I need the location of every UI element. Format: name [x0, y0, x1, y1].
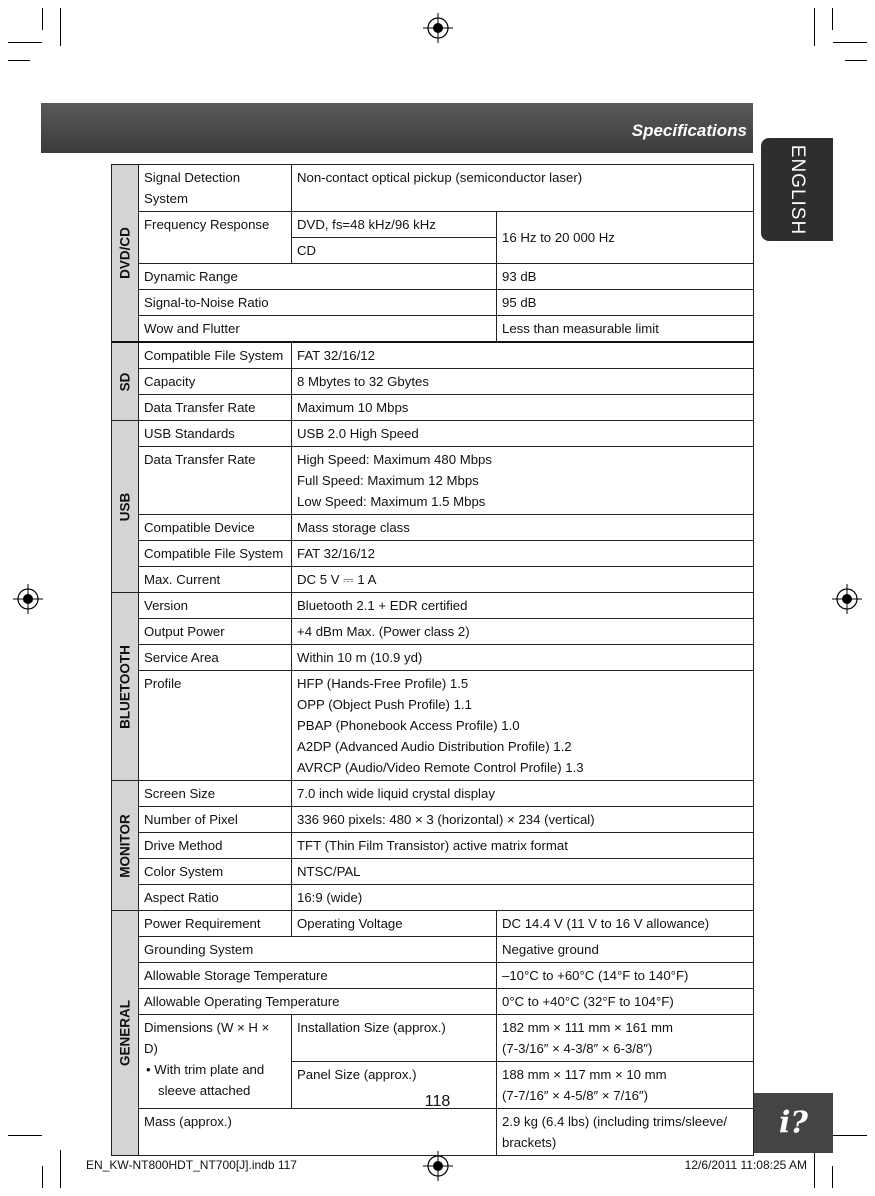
crop-mark: [832, 8, 833, 30]
spec-value: [292, 671, 754, 781]
table-row: [112, 342, 754, 369]
section-label: MONITOR: [117, 813, 133, 878]
spec-item: Data Transfer Rate: [139, 447, 292, 515]
table-row: [112, 369, 754, 395]
spec-value: FAT 32/16/12: [292, 541, 754, 567]
table-row: [112, 885, 754, 911]
spec-item: Signal Detection System: [139, 165, 292, 212]
spec-item: Drive Method: [139, 833, 292, 859]
spec-value-line: Low Speed: Maximum 1.5 Mbps: [297, 494, 486, 509]
spec-value: 8 Mbytes to 32 Gbytes: [292, 369, 754, 395]
table-row: [112, 859, 754, 885]
spec-item: Wow and Flutter: [139, 316, 497, 343]
spec-item: Compatible File System: [139, 541, 292, 567]
spec-item: Max. Current: [139, 567, 292, 593]
crop-mark: [833, 42, 867, 43]
spec-item-line: Dimensions (W × H × D): [144, 1020, 270, 1056]
spec-value: –10°C to +60°C (14°F to 140°F): [497, 963, 754, 989]
spec-subitem: Operating Voltage: [292, 911, 497, 937]
spec-item: Dynamic Range: [139, 264, 497, 290]
table-row: [112, 645, 754, 671]
spec-value-line: High Speed: Maximum 480 Mbps: [297, 452, 492, 467]
spec-value-line: 188 mm × 117 mm × 10 mm: [502, 1067, 667, 1082]
table-row: [112, 447, 754, 515]
section-label: USB: [117, 492, 133, 521]
spec-value: USB 2.0 High Speed: [292, 421, 754, 447]
spec-value: [292, 447, 754, 515]
section-label: SD: [117, 372, 133, 391]
crop-mark: [814, 1150, 815, 1188]
crop-mark: [8, 1135, 42, 1136]
spec-item: Version: [139, 593, 292, 619]
section-cell: [112, 421, 139, 593]
crop-mark: [832, 1166, 833, 1188]
page-title: Specifications: [631, 121, 747, 140]
spec-item: Color System: [139, 859, 292, 885]
spec-item: Service Area: [139, 645, 292, 671]
registration-mark-icon: [832, 584, 862, 614]
table-row: [112, 1109, 754, 1156]
spec-value: 0°C to +40°C (32°F to 104°F): [497, 989, 754, 1015]
crop-mark: [814, 8, 815, 46]
spec-item-bullet: • With trim plate and sleeve attached: [146, 1062, 265, 1098]
table-row: [112, 165, 754, 212]
spec-item: Frequency Response: [139, 212, 292, 264]
section-cell: [112, 165, 139, 343]
spec-value: 93 dB: [497, 264, 754, 290]
registration-mark-icon: [423, 13, 453, 43]
spec-value-line: PBAP (Phonebook Access Profile) 1.0: [297, 718, 520, 733]
spec-value: Negative ground: [497, 937, 754, 963]
spec-item: Data Transfer Rate: [139, 395, 292, 421]
spec-item: Grounding System: [139, 937, 497, 963]
table-row: [112, 421, 754, 447]
spec-value: Mass storage class: [292, 515, 754, 541]
spec-value: DC 5 V ⎓ 1 A: [292, 567, 754, 593]
spec-item: Power Requirement: [139, 911, 292, 937]
section-cell: [112, 781, 139, 911]
spec-value: 16 Hz to 20 000 Hz: [497, 212, 754, 264]
spec-item: USB Standards: [139, 421, 292, 447]
spec-value: 336 960 pixels: 480 × 3 (horizontal) × 234 (vertical): [292, 807, 754, 833]
print-file-info: EN_KW-NT800HDT_NT700[J].indb 117: [86, 1158, 297, 1172]
table-row: [112, 567, 754, 593]
spec-value-line: OPP (Object Push Profile) 1.1: [297, 697, 472, 712]
table-row: [112, 781, 754, 807]
spec-subitem: Installation Size (approx.): [292, 1015, 497, 1062]
spec-value: Less than measurable limit: [497, 316, 754, 343]
table-row: [112, 316, 754, 343]
print-timestamp: 12/6/2011 11:08:25 AM: [684, 1158, 807, 1172]
specifications-table: [111, 164, 754, 1156]
spec-value: 7.0 inch wide liquid crystal display: [292, 781, 754, 807]
spec-item: Compatible Device: [139, 515, 292, 541]
table-row: [112, 833, 754, 859]
language-label: ENGLISH: [787, 144, 808, 235]
language-tab: [761, 138, 833, 241]
table-row: [112, 671, 754, 781]
table-row: [112, 619, 754, 645]
spec-value: Within 10 m (10.9 yd): [292, 645, 754, 671]
spec-item: Mass (approx.): [139, 1109, 497, 1156]
spec-value: NTSC/PAL: [292, 859, 754, 885]
spec-item: Capacity: [139, 369, 292, 395]
crop-mark: [42, 1166, 43, 1188]
corner-tab: [754, 1093, 833, 1153]
spec-subitem: Panel Size (approx.): [292, 1062, 497, 1109]
table-row: [112, 593, 754, 619]
crop-mark: [8, 42, 42, 43]
spec-value: DC 14.4 V (11 V to 16 V allowance): [497, 911, 754, 937]
spec-value-line: (7-3/16″ × 4-3/8″ × 6-3/8″): [502, 1041, 653, 1056]
spec-value: Maximum 10 Mbps: [292, 395, 754, 421]
registration-mark-icon: [13, 584, 43, 614]
table-row: [112, 541, 754, 567]
section-label: GENERAL: [117, 999, 133, 1067]
spec-value: 95 dB: [497, 290, 754, 316]
table-row: [112, 807, 754, 833]
spec-value: TFT (Thin Film Transistor) active matrix format: [292, 833, 754, 859]
section-cell: [112, 593, 139, 781]
crop-mark: [833, 1135, 867, 1136]
table-row: [112, 911, 754, 937]
table-row: [112, 963, 754, 989]
spec-value-line: HFP (Hands-Free Profile) 1.5: [297, 676, 469, 691]
spec-value-line: A2DP (Advanced Audio Distribution Profile) 1.2: [297, 739, 572, 754]
spec-item: Allowable Storage Temperature: [139, 963, 497, 989]
crop-mark: [42, 8, 43, 30]
spec-item: Number of Pixel: [139, 807, 292, 833]
table-row: [112, 989, 754, 1015]
spec-item: Signal-to-Noise Ratio: [139, 290, 497, 316]
spec-item: Compatible File System: [139, 342, 292, 369]
table-row: [112, 515, 754, 541]
spec-value: Non-contact optical pickup (semiconductor laser): [292, 165, 754, 212]
spec-subitem: CD: [292, 238, 497, 264]
spec-item: Screen Size: [139, 781, 292, 807]
spec-value: Bluetooth 2.1 + EDR certified: [292, 593, 754, 619]
table-row: [112, 1015, 754, 1062]
table-row: [112, 290, 754, 316]
spec-value: [497, 1015, 754, 1062]
spec-subitem: DVD, fs=48 kHz/96 kHz: [292, 212, 497, 238]
spec-item: Allowable Operating Temperature: [139, 989, 497, 1015]
crop-mark: [845, 60, 867, 61]
crop-mark: [60, 8, 61, 46]
section-label: DVD/CD: [117, 227, 133, 279]
spec-value-line: AVRCP (Audio/Video Remote Control Profile) 1.3: [297, 760, 584, 775]
spec-value: +4 dBm Max. (Power class 2): [292, 619, 754, 645]
table-row: [112, 212, 754, 238]
spec-value-line: 182 mm × 111 mm × 161 mm: [502, 1020, 674, 1035]
crop-mark: [8, 60, 30, 61]
spec-value: 16:9 (wide): [292, 885, 754, 911]
spec-value-line: (7-7/16″ × 4-5/8″ × 7/16″): [502, 1088, 648, 1103]
section-cell: [112, 342, 139, 421]
section-label: BLUETOOTH: [117, 644, 133, 729]
spec-value: FAT 32/16/12: [292, 342, 754, 369]
info-help-icon: i?: [779, 1105, 808, 1141]
spec-item: Output Power: [139, 619, 292, 645]
table-row: [112, 264, 754, 290]
table-row: [112, 395, 754, 421]
page-number: 118: [424, 1093, 451, 1110]
spec-item: Aspect Ratio: [139, 885, 292, 911]
spec-value-line: Full Speed: Maximum 12 Mbps: [297, 473, 479, 488]
crop-mark: [60, 1150, 61, 1188]
section-cell: [112, 911, 139, 1156]
spec-value: 2.9 kg (6.4 lbs) (including trims/sleeve/ brackets): [497, 1109, 754, 1156]
page-header: [41, 103, 753, 153]
table-row: [112, 937, 754, 963]
spec-item: Profile: [139, 671, 292, 781]
